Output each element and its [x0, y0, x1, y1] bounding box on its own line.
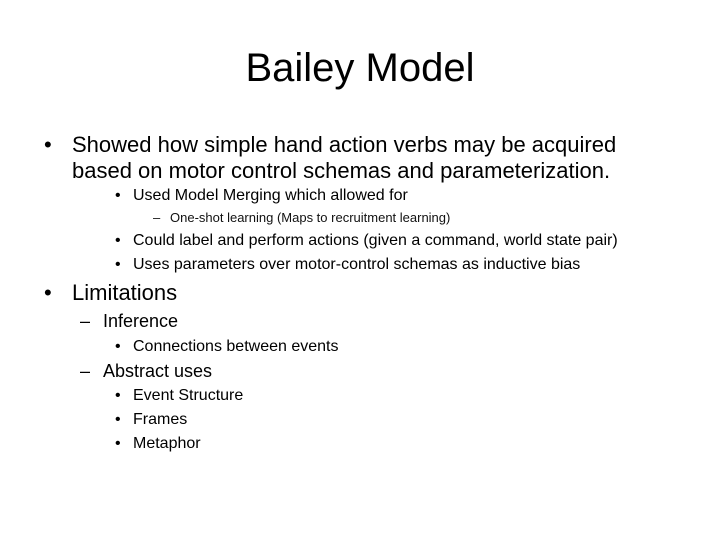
bullet-showed-line2: based on motor control schemas and parameterization.	[72, 158, 611, 183]
sub-sub-dash-marker: –	[153, 210, 161, 225]
bullet-marker: •	[44, 280, 52, 305]
slide-title: Bailey Model	[245, 46, 475, 90]
sub-sub-connections-between-events: Connections between events	[133, 338, 339, 355]
sub-bullet-marker: •	[115, 411, 121, 428]
dash-marker: –	[80, 311, 91, 331]
dash-marker: –	[80, 361, 91, 381]
bullet-limitations: Limitations	[72, 280, 178, 305]
sub-sub-metaphor: Metaphor	[133, 435, 201, 452]
sub-bullet-marker: •	[115, 338, 121, 355]
sub-sub-frames: Frames	[133, 411, 188, 428]
sub-bullet-could-label: Could label and perform actions (given a command, world state pair)	[133, 232, 618, 249]
sub-sub-one-shot-learning: One-shot learning (Maps to recruitment learning)	[170, 210, 451, 225]
sub-bullet-inference: Inference	[103, 311, 179, 331]
sub-bullet-marker: •	[115, 187, 121, 204]
sub-bullet-marker: •	[115, 256, 121, 273]
bullet-marker: •	[44, 132, 52, 157]
sub-bullet-model-merging: Used Model Merging which allowed for	[133, 187, 408, 204]
sub-bullet-marker: •	[115, 387, 121, 404]
sub-sub-event-structure: Event Structure	[133, 387, 244, 404]
sub-bullet-marker: •	[115, 232, 121, 249]
sub-bullet-marker: •	[115, 435, 121, 452]
bullet-showed-line1: Showed how simple hand action verbs may be acquired	[72, 132, 617, 157]
sub-bullet-uses-parameters: Uses parameters over motor-control schemas as inductive bias	[133, 256, 581, 273]
sub-bullet-abstract-uses: Abstract uses	[103, 361, 213, 381]
